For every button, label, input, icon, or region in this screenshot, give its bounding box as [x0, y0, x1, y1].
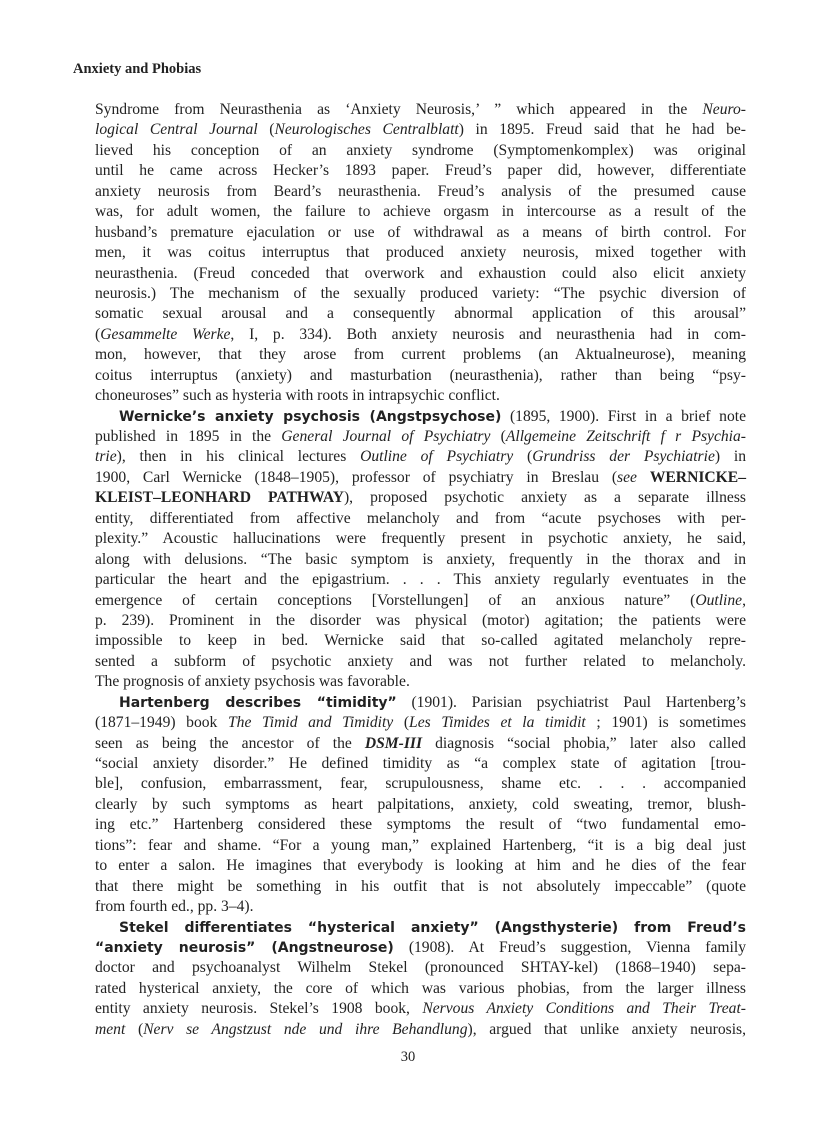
text-line: [95, 345, 746, 365]
run-in-heading: Hartenberg describes “timidity”: [119, 694, 397, 711]
text-line: [95, 774, 746, 794]
run-in-heading: Wernicke’s anxiety psychosis (Angstpsychose): [119, 408, 502, 425]
text-line: [95, 407, 746, 427]
text-line: [95, 754, 746, 774]
emphasis-text: ment: [95, 1020, 126, 1038]
text-segment: husband’s premature ejaculation or use of withdrawal as a means of birth control. For: [95, 223, 746, 241]
text-line: [95, 570, 746, 590]
text-segment: ; 1901) is sometimes: [596, 714, 747, 732]
emphasis-text: The Timid and Timidity: [227, 714, 394, 732]
text-line: [95, 958, 746, 978]
text-line: [95, 304, 746, 324]
text-segment: (: [125, 1020, 144, 1038]
emphasis-text: Les Timides et la timidit: [409, 714, 597, 732]
text-segment: ), then in his clinical lectures: [116, 448, 361, 466]
text-line: [95, 918, 746, 938]
running-head: Anxiety and Phobias: [73, 61, 202, 77]
text-segment: clearly by such symptoms as heart palpitations, anxiety, cold sweating, tremor, blush-: [95, 795, 746, 813]
emphasis-text: General Journal of Psychiatry: [281, 428, 491, 445]
text-line: [95, 693, 746, 713]
text-segment: Syndrome from Neurasthenia as ‘Anxiety Neurosis,’ ” which appeared in the: [95, 101, 703, 118]
text-segment: The prognosis of anxiety psychosis was favorable.: [95, 673, 410, 691]
text-line: [95, 877, 746, 897]
text-segment: neurasthenia. (Freud conceded that overwork and exhaustion could also elicit anxiety: [95, 264, 746, 282]
paragraph: [95, 918, 746, 1041]
emphasis-text: KLEIST–LEONHARD PATHWAY: [95, 489, 344, 507]
text-line: [95, 611, 746, 631]
text-segment: ), proposed psychotic anxiety as a separate illness: [343, 489, 746, 507]
emphasis-text: Gesammelte Werke: [100, 325, 231, 343]
text-line: [95, 509, 746, 529]
text-line: [95, 427, 746, 447]
text-line: [95, 836, 746, 856]
text-segment: lieved his conception of an anxiety syndrome (Symptomenkomplex) was original: [95, 141, 746, 159]
text-segment: (: [513, 448, 533, 466]
text-segment: entity, differentiated from affective melancholy and from “acute psychoses with per-: [95, 509, 746, 527]
emphasis-text: Neuro-: [702, 101, 746, 118]
text-line: [95, 529, 746, 549]
text-segment: sented a subform of psychotic anxiety and was not further related to melancholy.: [95, 652, 746, 670]
text-segment: (1908). At Freud’s suggestion, Vienna family: [393, 938, 746, 956]
text-line: [95, 120, 746, 140]
text-segment: ) in: [714, 448, 747, 466]
emphasis-text: Nervous Anxiety Conditions and Their Treat-: [422, 1000, 746, 1018]
emphasis-text: Neurologisches Centralblatt: [274, 121, 459, 139]
text-segment: somatic sexual arousal and a consequently abnormal application of this arousal”: [95, 305, 746, 323]
text-line: [95, 979, 746, 999]
text-segment: , I, p. 334). Both anxiety neurosis and neurasthenia had in com-: [230, 325, 746, 343]
text-segment: tions”: fear and shame. “For a young man,” explained Hartenberg, “it is a big deal just: [95, 836, 746, 854]
text-line: [95, 591, 746, 611]
emphasis-text: Outline of Psychiatry: [360, 448, 514, 466]
emphasis-text: Grundriss der Psychiatrie: [532, 448, 715, 466]
text-segment: plexity.” Acoustic hallucinations were frequently present in psychotic anxiety, he said,: [95, 530, 746, 548]
text-segment: doctor and psychoanalyst Wilhelm Stekel (pronounced SHTAY-kel) (1868–1940) sepa-: [95, 959, 746, 977]
text-segment: (1895, 1900). First in a brief note: [501, 407, 746, 425]
text-segment: mon, however, that they arose from current problems (an Aktualneurose), meaning: [95, 346, 746, 364]
text-line: [95, 223, 746, 243]
text-line: [95, 488, 746, 508]
emphasis-text: Outline: [695, 591, 743, 609]
body-text: [95, 100, 746, 1040]
text-line: [95, 468, 746, 488]
text-line: [95, 386, 746, 406]
text-segment: (: [95, 325, 101, 343]
text-line: [95, 182, 746, 202]
text-line: [95, 550, 746, 570]
text-segment: entity anxiety neurosis. Stekel’s 1908 book,: [95, 1000, 423, 1018]
emphasis-text: logical Central Journal: [95, 121, 258, 139]
emphasis-text: DSM-III: [364, 734, 423, 752]
text-line: [95, 897, 746, 917]
text-segment: “social anxiety disorder.” He defined timidity as “a complex state of agitation [trou-: [95, 755, 746, 772]
text-line: [95, 672, 746, 692]
emphasis-text: Nerv se Angstzust nde und ihre Behandlung: [143, 1020, 468, 1038]
text-segment: p. 239). Prominent in the disorder was physical (motor) agitation; the patients were: [95, 611, 746, 629]
page-number: 30: [400, 1049, 416, 1065]
text-segment: (: [393, 714, 410, 732]
text-segment: until he came across Hecker’s 1893 paper. Freud’s paper did, however, differentiate: [95, 162, 746, 180]
text-line: [95, 999, 746, 1019]
text-segment: (: [490, 428, 506, 445]
text-segment: anxiety neurosis from Beard’s neurasthenia. Freud’s analysis of the presumed cause: [95, 182, 746, 200]
text-segment: impossible to keep in bed. Wernicke said that so-called agitated melancholy repre-: [95, 632, 746, 650]
text-segment: along with delusions. “The basic symptom is anxiety, frequently in the thorax and in: [95, 550, 746, 568]
text-segment: that there might be something in his outfit that is not absolutely impeccable” (quote: [95, 877, 746, 895]
text-segment: choneuroses” such as hysteria with roots in intrapsychic conflict.: [95, 387, 500, 405]
text-segment: emergence of certain conceptions [Vorstellungen] of an anxious nature” (: [95, 591, 696, 609]
text-line: [95, 447, 746, 467]
text-segment: to enter a salon. He imagines that everybody is looking at him and he dies of the fear: [95, 857, 746, 875]
text-line: [95, 631, 746, 651]
text-segment: (1871–1949) book: [95, 714, 228, 732]
paragraph: [95, 100, 746, 407]
text-segment: (1901). Parisian psychiatrist Paul Hartenberg’s: [396, 693, 746, 711]
text-line: [95, 815, 746, 835]
text-segment: particular the heart and the epigastrium. . . . This anxiety regularly eventuates in the: [95, 571, 746, 589]
text-line: [95, 652, 746, 672]
text-line: [95, 141, 746, 161]
text-line: [95, 325, 746, 345]
text-segment: seen as being the ancestor of the: [95, 734, 365, 752]
emphasis-text: Allgemeine Zeitschrift f r Psychia-: [505, 428, 746, 445]
text-line: [95, 856, 746, 876]
text-segment: coitus interruptus (anxiety) and masturbation (neurasthenia), rather than being “psy-: [95, 366, 746, 384]
emphasis-text: WERNICKE–: [649, 468, 746, 486]
text-segment: ,: [742, 591, 746, 609]
text-line: [95, 366, 746, 386]
text-segment: from fourth ed., pp. 3–4).: [95, 898, 254, 916]
run-in-heading: Stekel differentiates “hysterical anxiety” (Angsthysterie) from Freud’s: [119, 919, 746, 936]
text-segment: ing etc.” Hartenberg considered these symptoms the result of “two fundamental emo-: [95, 816, 746, 834]
text-segment: ) in 1895. Freud said that he had be-: [458, 121, 746, 139]
text-segment: (: [257, 121, 275, 139]
emphasis-text: trie: [95, 448, 117, 466]
text-line: [95, 1020, 746, 1040]
text-segment: published in 1895 in the: [95, 428, 282, 445]
text-segment: 1900, Carl Wernicke (1848–1905), professor of psychiatry in Breslau (: [95, 468, 618, 486]
text-segment: ble], confusion, embarrassment, fear, scrupulousness, shame etc. . . . accompanied: [95, 775, 746, 793]
text-line: [95, 713, 746, 733]
text-line: [95, 161, 746, 181]
paragraph: [95, 693, 746, 918]
text-segment: men, it was coitus interruptus that produced anxiety neurosis, mixed together with: [95, 244, 746, 262]
text-line: [95, 243, 746, 263]
emphasis-text: see: [617, 468, 650, 486]
text-line: [95, 264, 746, 284]
text-line: [95, 202, 746, 222]
text-segment: diagnosis “social phobia,” later also called: [422, 734, 746, 752]
run-in-heading: “anxiety neurosis” (Angstneurose): [95, 939, 394, 956]
text-segment: rated hysterical anxiety, the core of which was various phobias, from the larger illness: [95, 979, 746, 997]
text-line: [95, 938, 746, 958]
text-line: [95, 795, 746, 815]
text-line: [95, 100, 746, 120]
paragraph: [95, 407, 746, 693]
text-segment: neurosis.) The mechanism of the sexually produced variety: “The psychic diversion of: [95, 284, 746, 302]
text-segment: ), argued that unlike anxiety neurosis,: [467, 1020, 747, 1038]
text-segment: was, for adult women, the failure to achieve orgasm in intercourse as a result of the: [95, 203, 746, 221]
text-line: [95, 284, 746, 304]
text-line: [95, 734, 746, 754]
